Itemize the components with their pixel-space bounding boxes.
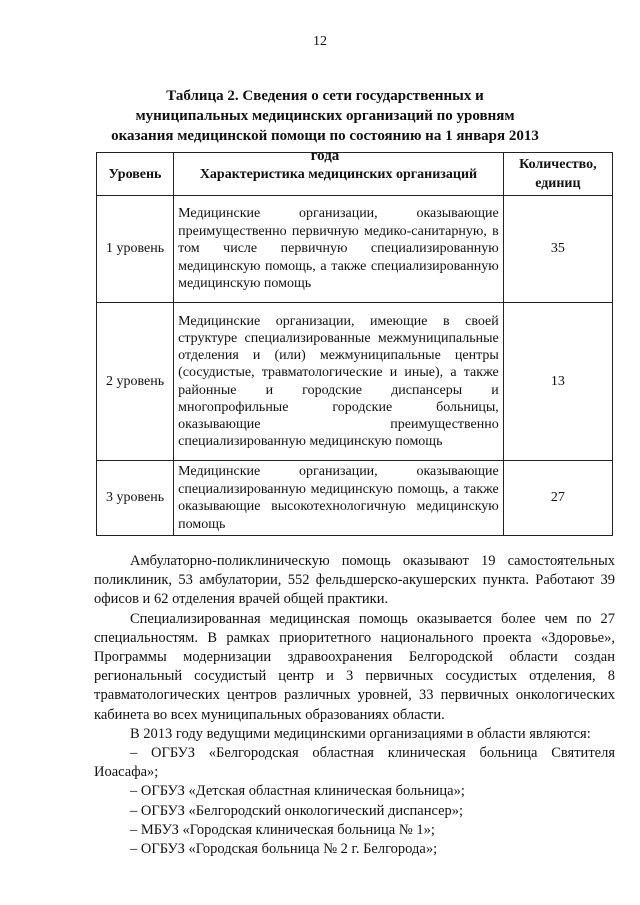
row-count: 35 — [503, 196, 612, 303]
list-item: – ОГБУЗ «Детская областная клиническая больница»; — [130, 783, 465, 800]
row-level: 3 уровень — [97, 461, 174, 536]
list-item: – ОГБУЗ «Белгородский онкологический диспансер»; — [130, 802, 464, 819]
row-description: Медицинские организации, оказывающие специализированную медицинскую помощь, а также оказывающие высокотехнологичную медицинскую помощь — [174, 461, 504, 536]
row-level: 1 уровень — [97, 196, 174, 303]
table-row — [97, 461, 613, 536]
header-level: Уровень — [97, 153, 174, 196]
medical-organizations-table — [96, 152, 613, 536]
page-number: 12 — [313, 34, 327, 49]
paragraph: В 2013 году ведущими медицинскими организациями в области являются: — [130, 725, 591, 742]
row-count: 13 — [503, 303, 612, 461]
table-title: Таблица 2. Сведения о сети государственных и муниципальных медицинских организаций по уровням оказания медицинской помощи по состоянию на 1 января 2013 года — [111, 88, 539, 164]
body-text — [94, 552, 615, 859]
header-count: Количество, единиц — [503, 153, 612, 196]
table-row — [97, 196, 613, 303]
row-count: 27 — [503, 461, 612, 536]
list-item: – МБУЗ «Городская клиническая больница № 1»; — [130, 821, 435, 838]
row-description: Медицинские организации, оказывающие преимущественно первичную медико-санитарную, в том числе первичную специализированную медицинскую помощь, а также специализированную медицинскую помощь — [174, 196, 504, 303]
row-level: 2 уровень — [97, 303, 174, 461]
table-row — [97, 303, 613, 461]
header-characteristic: Характеристика медицинских организаций — [174, 153, 504, 196]
table-header-row — [97, 153, 613, 196]
paragraph: Амбулаторно-поликлиническую помощь оказывают 19 самостоятельных поликлиник, 53 амбулатории, 552 фельдшерско-акушерских пункта. Работают 39 офисов и 62 отделения врачей общей практики. — [94, 553, 615, 608]
list-item: – ОГБУЗ «Городская больница № 2 г. Белгорода»; — [130, 841, 438, 858]
row-description: Медицинские организации, имеющие в своей структуре специализированные межмуниципальные отделения и (или) межмуниципальные центры (сосудистые, травматологические и иные), а также районные и городские диспансеры и многопрофильные городские больницы, оказывающие преимущественно специализированную медицинскую помощь — [174, 303, 504, 461]
list-item: – ОГБУЗ «Белгородская областная клиническая больница Святителя Иоасафа»; — [94, 745, 615, 781]
paragraph: Специализированная медицинская помощь оказывается более чем по 27 специальностям. В рамках приоритетного национального проекта «Здоровье», Программы модернизации здравоохранения Белгородской области создан региональный сосудистый центр и 3 первичных сосудистых отделения, 8 травматологических центров различных уровней, 33 первичных онкологических кабинета во всех муниципальных образованиях области. — [94, 610, 615, 723]
